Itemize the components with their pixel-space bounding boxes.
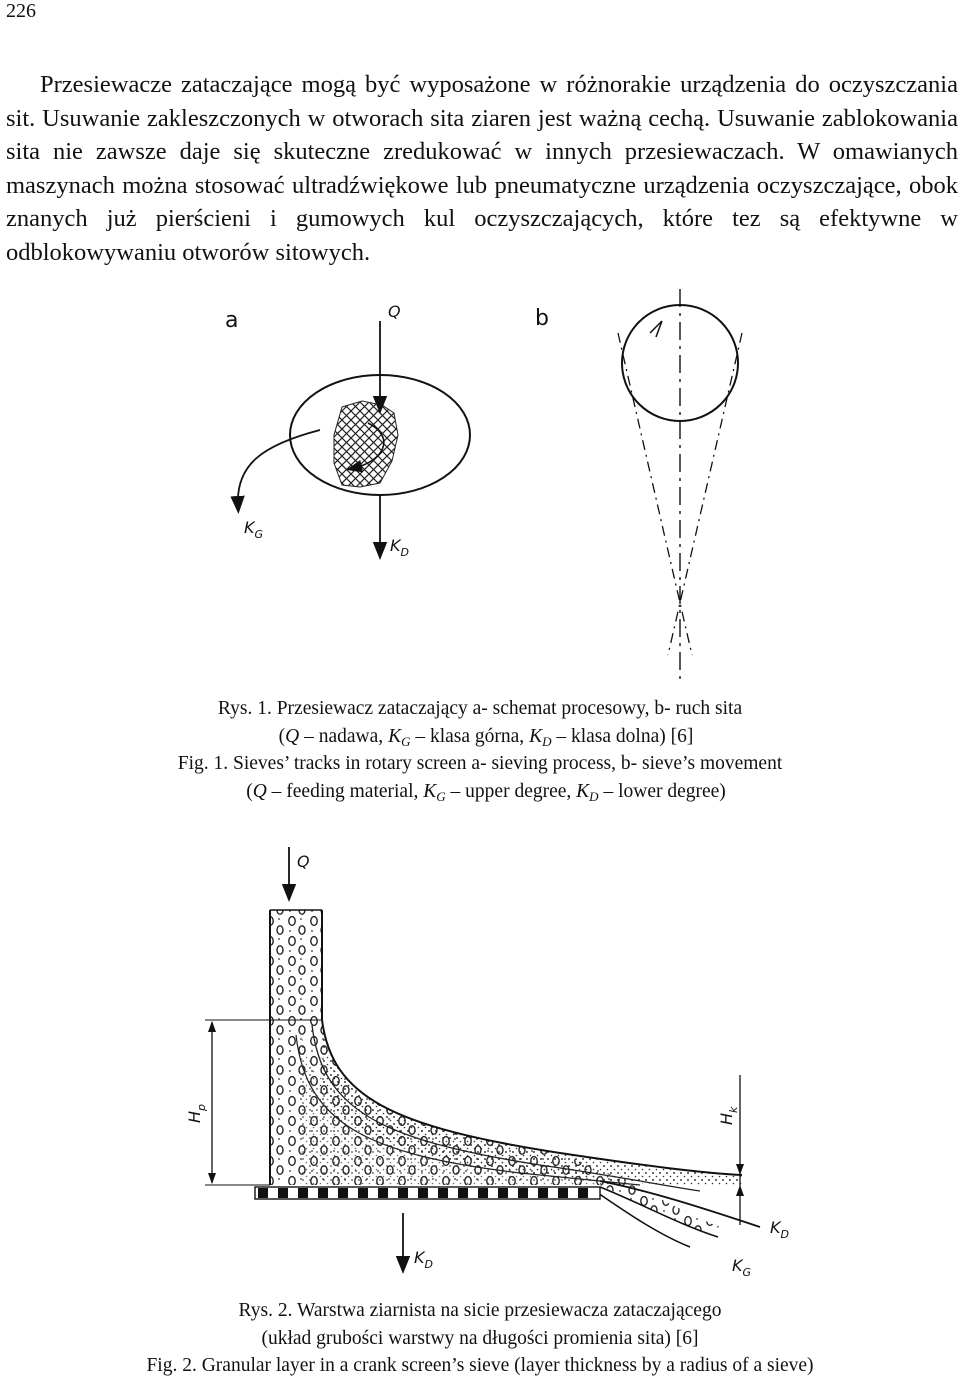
page-number: 226 [6, 0, 36, 22]
fig2-caption-en-line1: Fig. 2. Granular layer in a crank screen’s sieve (layer thickness by a radius of a sieve) [146, 1355, 814, 1376]
fig2-label-kd-right-k: K [770, 1218, 781, 1237]
fig2-label-kd-right-sub: D [780, 1228, 789, 1241]
fig2-label-kd-bottom [414, 1248, 433, 1271]
fig2-label-q: Q [297, 852, 310, 871]
fig1-cap-en-k1-text: – upper degree, [445, 780, 577, 802]
figure-1-diagram [0, 285, 960, 685]
figure-1-caption [0, 695, 960, 805]
fig2-label-kd-bottom-k: K [414, 1248, 425, 1267]
fig1-label-kd-sub: D [400, 546, 409, 559]
fig1-hatched-sieve [334, 401, 398, 487]
fig2-caption-pl-line2: (układ grubości warstwy na długości promienia sita) [6] [261, 1327, 699, 1349]
fig2-label-kd-right [770, 1218, 789, 1241]
fig1-caption-pl-line2 [0, 723, 960, 751]
fig1-cap-pl-k1-text: – klasa górna, [410, 725, 530, 747]
fig2-label-hk-h: H [717, 1112, 736, 1125]
fig1-cap-en-open: ( [246, 780, 253, 802]
fig1-cap-en-k2-text: – lower degree) [598, 780, 726, 802]
fig1-cap-en-q-text: – feeding material, [266, 780, 424, 802]
fig2-label-kd-bottom-sub: D [424, 1258, 433, 1271]
fig2-caption-pl-line1: Rys. 2. Warstwa ziarnista na sicie przesiewacza zataczającego [238, 1300, 722, 1321]
figure-2-diagram [0, 835, 960, 1295]
fig2-label-kg-right [732, 1256, 751, 1279]
fig1-label-kd-k: K [390, 536, 401, 555]
fig1-cap-pl-q-text: – nadawa, [299, 725, 389, 747]
fig1-kg-arrow [238, 430, 320, 505]
fig1-cap-en-k2: K [576, 780, 590, 802]
fig1-label-kg [244, 518, 263, 541]
fig1-label-kg-k: K [244, 518, 255, 537]
fig2-hk-arrowhead-bottom [736, 1185, 744, 1196]
fig2-hk-arrowhead-top [736, 1164, 744, 1175]
fig1-cap-en-k2-sub: D [589, 788, 599, 804]
fig2-label-kg-right-sub: G [742, 1266, 752, 1279]
fig1-cap-pl-open: ( [278, 725, 286, 747]
fig1-caption-en-line1: Fig. 1. Sieves’ tracks in rotary screen a- sieving process, b- sieve’s movement [177, 753, 783, 774]
fig1-cap-en-q: Q [252, 780, 267, 802]
fig1-cone-right [668, 333, 742, 655]
fig1-label-kg-sub: G [254, 528, 264, 541]
fig2-label-hp-h: H [185, 1110, 204, 1123]
fig1-rotation-arrow-b [650, 321, 662, 337]
fig2-label-hk [717, 1106, 740, 1125]
fig2-label-kg-right-k: K [732, 1256, 743, 1275]
fig1-cone-left [618, 333, 692, 655]
fig1-label-q: Q [388, 302, 401, 321]
fig1-caption-pl-line1: Rys. 1. Przesiewacz zataczający a- schemat procesowy, b- ruch sita [217, 698, 743, 719]
fig1-cap-en-k1-sub: G [436, 788, 446, 804]
figure-2-caption [0, 1297, 960, 1380]
fig2-label-hp [185, 1104, 208, 1123]
fig1-cap-pl-k2-sub: D [542, 733, 552, 749]
fig2-label-hp-sub: p [195, 1103, 208, 1111]
fig1-cap-pl-k2: K [529, 725, 543, 747]
fig1-cap-en-k1: K [423, 780, 437, 802]
fig2-hp-arrowhead-top [208, 1021, 216, 1032]
fig2-label-hk-sub: k [727, 1106, 740, 1113]
fig1-label-b: b [535, 306, 549, 331]
fig1-label-a: a [225, 308, 239, 333]
fig1-caption-en-line2 [0, 778, 960, 806]
fig1-label-kd [390, 536, 409, 559]
fig1-cap-pl-q: Q [285, 725, 300, 747]
fig1-cap-pl-k1: K [388, 725, 402, 747]
fig2-sieve-blocks [258, 1188, 588, 1198]
fig1-cap-pl-k1-sub: G [401, 733, 411, 749]
fig2-hp-arrowhead-bottom [208, 1173, 216, 1184]
body-paragraph [6, 68, 958, 269]
body-paragraph-text: Przesiewacze zataczające mogą być wyposażone w różnorakie urządzenia do oczyszczania sit. Usuwanie zakleszczonych w otworach sita ziaren jest ważną cechą. Usuwanie zablokowania sita nie zawsze daje się skuteczne zredukować w innych przesiewaczach. W omawianych maszynach można stosować ultradźwiękowe lub pneumatyczne urządzenia oczyszczające, obok znanych już pierścieni i gumowych kul oczyszczających, które tez są efektywne w odblokowywaniu otworów sitowych. [6, 71, 958, 266]
fig1-cap-pl-k2-text: – klasa dolna) [6] [551, 725, 694, 747]
